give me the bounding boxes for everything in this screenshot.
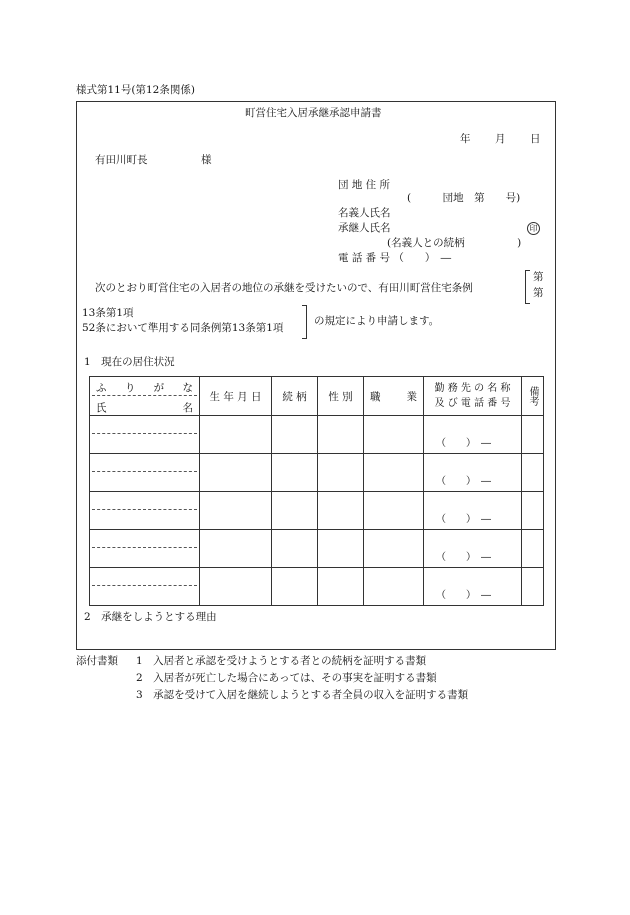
workplace-cell[interactable]: （ ） ― bbox=[424, 530, 522, 568]
workplace-cell[interactable]: （ ） ― bbox=[424, 568, 522, 606]
address-label: 団 地 住 所 bbox=[338, 179, 391, 191]
addressee-honorific: 様 bbox=[201, 154, 212, 166]
occupation-cell[interactable] bbox=[364, 568, 424, 606]
relation-cell[interactable] bbox=[272, 454, 318, 492]
name-cell[interactable] bbox=[90, 530, 200, 568]
article-a: 第 bbox=[533, 271, 544, 283]
gender-cell[interactable] bbox=[318, 530, 364, 568]
remarks-cell[interactable] bbox=[522, 568, 544, 606]
dob-cell[interactable] bbox=[200, 416, 272, 454]
name-cell[interactable] bbox=[90, 492, 200, 530]
workplace-cell[interactable]: （ ） ― bbox=[424, 492, 522, 530]
danchi-label: ( 団地 第 号) bbox=[407, 192, 521, 204]
dob-cell[interactable] bbox=[200, 530, 272, 568]
table-row bbox=[90, 416, 544, 454]
name-header bbox=[90, 377, 200, 416]
article-option-1: 13条第1項 bbox=[82, 307, 134, 319]
furigana-header: ふ り が な bbox=[96, 382, 193, 394]
relation-cell[interactable] bbox=[272, 568, 318, 606]
occupation-cell[interactable] bbox=[364, 530, 424, 568]
gender-cell[interactable] bbox=[318, 568, 364, 606]
workplace-cell[interactable]: （ ） ― bbox=[424, 416, 522, 454]
remarks-cell[interactable] bbox=[522, 492, 544, 530]
body-line1: 次のとおり町営住宅の入居者の地位の承継を受けたいので、有田川町営住宅条例 bbox=[95, 282, 473, 294]
nominee-label: 名義人氏名 bbox=[338, 207, 391, 219]
attachment-item: 1 入居者と承認を受けようとする者との続柄を証明する書類 bbox=[136, 655, 427, 667]
phone-label: 電 話 番 号 （ ） ― bbox=[338, 252, 452, 264]
table-header-row bbox=[90, 377, 544, 416]
gender-cell[interactable] bbox=[318, 454, 364, 492]
attachment-item: 2 入居者が死亡した場合にあっては、その事実を証明する書類 bbox=[136, 672, 437, 684]
gender-header: 性 別 bbox=[318, 377, 364, 416]
relation-header: 続 柄 bbox=[272, 377, 318, 416]
gender-cell[interactable] bbox=[318, 492, 364, 530]
article-b: 第 bbox=[533, 287, 544, 299]
remarks-cell[interactable] bbox=[522, 530, 544, 568]
attachments-label: 添付書類 bbox=[76, 655, 118, 667]
workplace-header: 勤 務 先 の 名 称 及 び 電 話 番 号 bbox=[424, 377, 522, 416]
date-year: 年 bbox=[460, 133, 471, 145]
occupation-cell[interactable] bbox=[364, 416, 424, 454]
table-row bbox=[90, 568, 544, 606]
name-cell[interactable] bbox=[90, 568, 200, 606]
date-day: 日 bbox=[530, 133, 541, 145]
table-row bbox=[90, 530, 544, 568]
relation-cell[interactable] bbox=[272, 416, 318, 454]
name-cell[interactable] bbox=[90, 416, 200, 454]
table-row bbox=[90, 492, 544, 530]
attachment-item: 3 承認を受けて入居を継続しようとする者全員の収入を証明する書類 bbox=[136, 689, 469, 701]
gender-cell[interactable] bbox=[318, 416, 364, 454]
relation-cell[interactable] bbox=[272, 492, 318, 530]
date-month: 月 bbox=[495, 133, 506, 145]
option-brace bbox=[302, 305, 307, 339]
dob-header: 生 年 月 日 bbox=[200, 377, 272, 416]
form-number: 様式第11号(第12条関係) bbox=[76, 84, 195, 96]
dob-cell[interactable] bbox=[200, 492, 272, 530]
body-tail: の規定により申請します。 bbox=[314, 315, 440, 327]
name-cell[interactable] bbox=[90, 454, 200, 492]
occupation-header: 職 業 bbox=[364, 377, 424, 416]
dob-cell[interactable] bbox=[200, 568, 272, 606]
successor-label: 承継人氏名 bbox=[338, 222, 391, 234]
name-label-header: 氏 名 bbox=[96, 402, 193, 414]
relation-cell[interactable] bbox=[272, 530, 318, 568]
occupation-cell[interactable] bbox=[364, 492, 424, 530]
section2-title: 2 承継をしようとする理由 bbox=[84, 611, 217, 623]
remarks-cell[interactable] bbox=[522, 416, 544, 454]
workplace-cell[interactable]: （ ） ― bbox=[424, 454, 522, 492]
occupation-cell[interactable] bbox=[364, 454, 424, 492]
table-row bbox=[90, 454, 544, 492]
addressee-name: 有田川町長 bbox=[95, 154, 148, 166]
section1-title: 1 現在の居住状況 bbox=[84, 356, 175, 368]
remarks-header: 備考 bbox=[522, 377, 544, 416]
residence-table bbox=[89, 376, 544, 606]
relation-label: (名義人との続柄 ) bbox=[387, 237, 522, 249]
article-option-2: 52条において準用する同条例第13条第1項 bbox=[82, 322, 284, 334]
article-brace bbox=[525, 270, 530, 304]
dob-cell[interactable] bbox=[200, 454, 272, 492]
remarks-cell[interactable] bbox=[522, 454, 544, 492]
form-title: 町営住宅入居承継承認申請書 bbox=[245, 107, 382, 119]
seal-mark: 印 bbox=[527, 222, 540, 235]
